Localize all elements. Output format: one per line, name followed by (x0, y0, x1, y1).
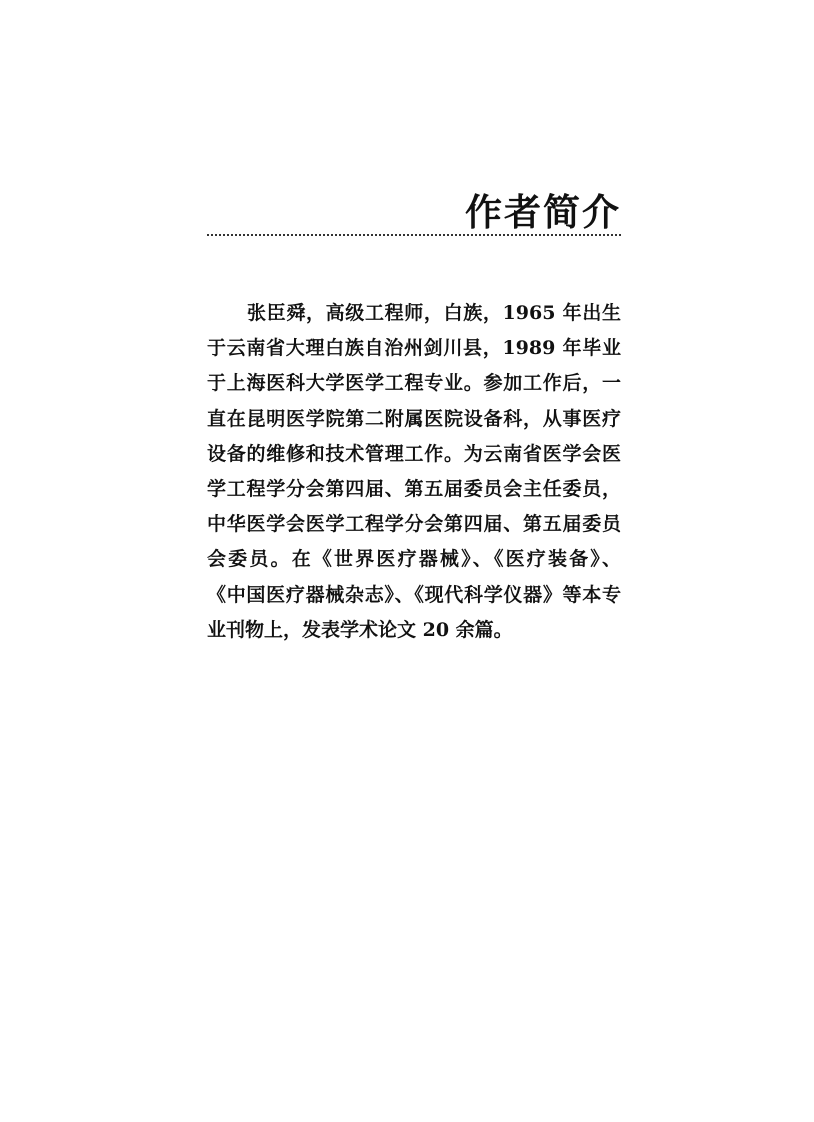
section-heading (207, 192, 621, 238)
dotted-divider (207, 234, 621, 236)
bio-line: 中华医学会医学工程学分会第四届、第五届委员 (207, 513, 621, 536)
bio-line: 《中国医疗器械杂志》、《现代科学仪器》等本专 (207, 583, 621, 606)
bio-line: 业刊物上，发表学术论文 20 余篇。 (207, 618, 513, 641)
bio-line: 张臣舜，高级工程师，白族，1965 年出生 (247, 302, 621, 324)
bio-line: 设备的维修和技术管理工作。为云南省医学会医 (207, 442, 621, 465)
bio-line: 学工程学分会第四届、第五届委员会主任委员， (207, 477, 621, 500)
page-title: 作者简介 (465, 191, 621, 234)
author-bio (207, 296, 621, 648)
bio-line: 会委员。在《世界医疗器械》、《医疗装备》、 (207, 548, 621, 571)
bio-line: 直在昆明医学院第二附属医院设备科，从事医疗 (207, 407, 621, 430)
bio-line: 于上海医科大学医学工程专业。参加工作后，一 (207, 372, 621, 395)
bio-line: 于云南省大理白族自治州剑川县，1989 年毕业 (207, 337, 621, 360)
